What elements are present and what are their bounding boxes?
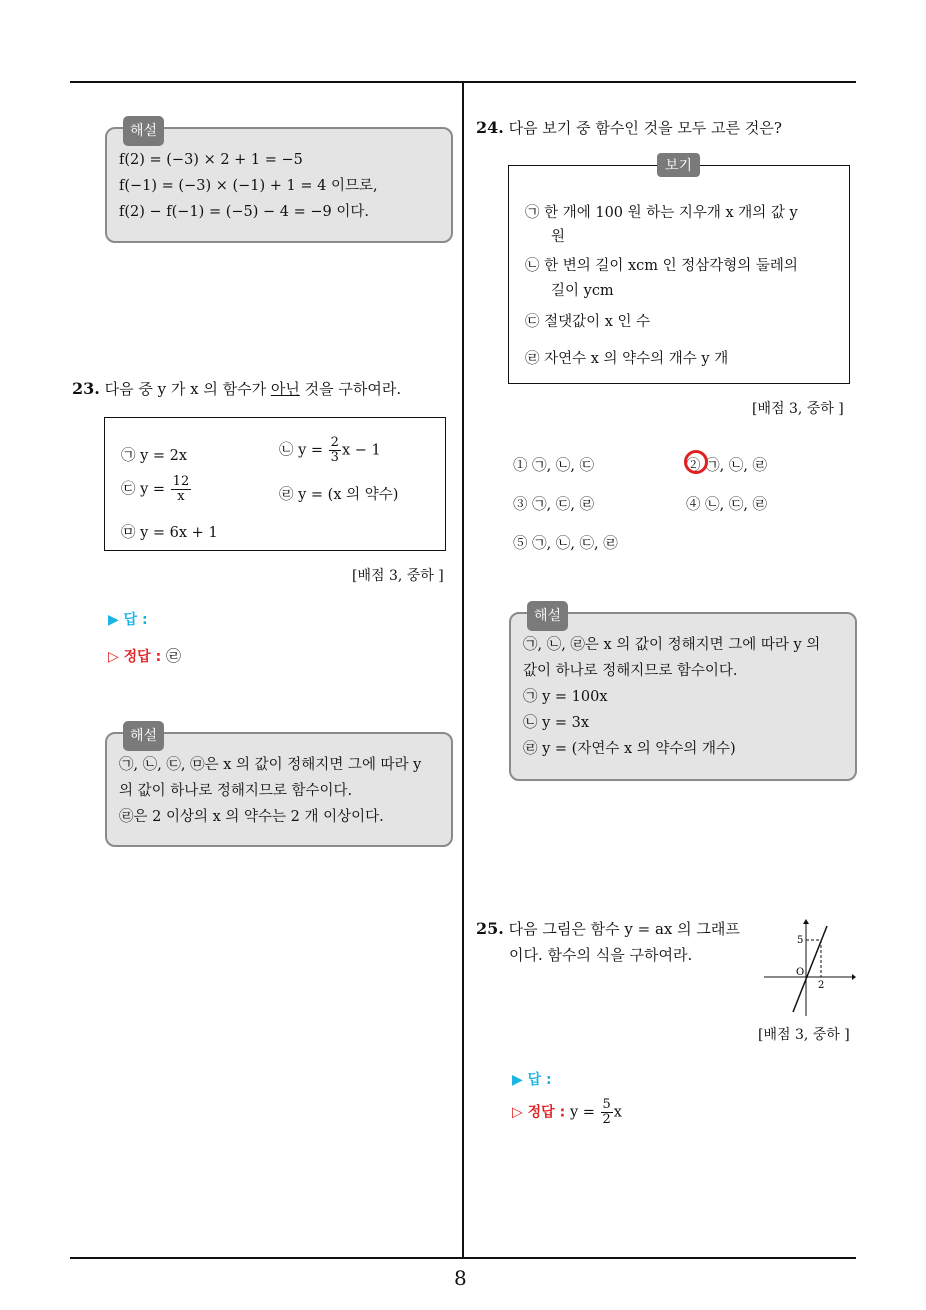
option-c bbox=[121, 475, 192, 504]
correct-value-pre: y = bbox=[569, 1104, 600, 1121]
question-number: 25. bbox=[476, 919, 504, 938]
explanation-tag: 해설 bbox=[527, 601, 568, 631]
question-23 bbox=[72, 378, 401, 399]
option-d: ㉣ y = (x 의 약수) bbox=[279, 487, 399, 503]
choice-4[interactable]: ④ ㉡, ㉢, ㉣ bbox=[686, 497, 768, 513]
explanation-line: ㉣은 2 이상의 x 의 약수는 2 개 이상이다. bbox=[119, 809, 384, 825]
bogi-item: ㉢ 절댓값이 x 인 수 bbox=[525, 314, 651, 330]
question-25-line2: 이다. 함수의 식을 구하여라. bbox=[509, 946, 693, 964]
explanation-tag: 해설 bbox=[123, 116, 164, 146]
choice-2[interactable]: ② ㉠, ㉡, ㉣ bbox=[686, 458, 768, 474]
bogi-box bbox=[508, 158, 850, 384]
linear-graph bbox=[760, 918, 856, 1018]
origin-label: O bbox=[796, 967, 805, 978]
fraction-denominator: x bbox=[177, 489, 185, 504]
explanation-line: f(2) = (−3) × 2 + 1 = −5 bbox=[119, 152, 303, 168]
bogi-item: 길이 ycm bbox=[551, 283, 614, 299]
choice-5[interactable]: ⑤ ㉠, ㉡, ㉢, ㉣ bbox=[513, 536, 618, 552]
explanation-box-22 bbox=[105, 123, 453, 243]
fraction bbox=[329, 436, 341, 465]
explanation-line: 의 값이 하나로 정해지므로 함수이다. bbox=[119, 783, 353, 799]
option-e: ㉤ y = 6x + 1 bbox=[121, 525, 218, 541]
bogi-item: ㉡ 한 변의 길이 xcm 인 정삼각형의 둘레의 bbox=[525, 258, 798, 274]
fraction-denominator: 3 bbox=[330, 450, 339, 465]
question-prompt: 것을 구하여라. bbox=[299, 380, 402, 398]
explanation-line: 값이 하나로 정해지므로 함수이다. bbox=[523, 663, 738, 679]
explanation-box-24 bbox=[509, 608, 857, 781]
options-box-23 bbox=[104, 417, 446, 551]
fraction bbox=[601, 1098, 613, 1127]
explanation-line: ㉠, ㉡, ㉢, ㉤은 x 의 값이 정해지면 그에 따라 y bbox=[119, 757, 422, 773]
option-b-post: x − 1 bbox=[341, 442, 381, 459]
bogi-tag: 보기 bbox=[657, 153, 700, 177]
choice-3[interactable]: ③ ㉠, ㉢, ㉣ bbox=[513, 497, 595, 513]
choice-1[interactable]: ① ㉠, ㉡, ㉢ bbox=[513, 458, 595, 474]
question-prompt: 다음 중 y 가 x 의 함수가 bbox=[104, 380, 271, 398]
fraction-denominator: 2 bbox=[602, 1112, 611, 1127]
fraction bbox=[171, 475, 192, 504]
explanation-line: ㉠, ㉡, ㉣은 x 의 값이 정해지면 그에 따라 y 의 bbox=[523, 637, 821, 653]
y-axis-arrow bbox=[803, 919, 809, 924]
y-tick-label: 5 bbox=[797, 935, 804, 946]
score-25: [배점 3, 중하 ] bbox=[758, 1027, 850, 1043]
explanation-line: f(2) − f(−1) = (−5) − 4 = −9 이다. bbox=[119, 204, 369, 220]
fraction-numerator: 2 bbox=[330, 435, 339, 450]
explanation-tag: 해설 bbox=[123, 721, 164, 751]
question-25 bbox=[476, 918, 740, 939]
option-b bbox=[279, 436, 381, 465]
x-tick-label: 2 bbox=[818, 980, 825, 991]
question-number: 23. bbox=[72, 379, 100, 398]
explanation-line: f(−1) = (−3) × (−1) + 1 = 4 이므로, bbox=[119, 178, 378, 194]
x-axis-arrow bbox=[852, 974, 856, 980]
bogi-item: 원 bbox=[551, 229, 566, 245]
question-prompt: 다음 보기 중 함수인 것을 모두 고른 것은? bbox=[508, 119, 782, 137]
correct-answer-25 bbox=[512, 1098, 622, 1127]
answer-label: ▶ 답 : bbox=[512, 1072, 552, 1088]
explanation-line: ㉣ y = (자연수 x 의 약수의 개수) bbox=[523, 741, 736, 757]
option-a: ㉠ y = 2x bbox=[121, 448, 188, 464]
question-prompt: 다음 그림은 함수 y = ax 의 그래프 bbox=[508, 920, 740, 938]
option-c-pre: ㉢ y = bbox=[121, 481, 170, 498]
question-24 bbox=[476, 117, 782, 138]
column-divider bbox=[462, 83, 464, 1259]
correct-label: ▷ 정답 : bbox=[108, 649, 162, 665]
option-b-pre: ㉡ y = bbox=[279, 442, 328, 459]
fraction-numerator: 5 bbox=[602, 1097, 611, 1112]
page-number: 8 bbox=[454, 1266, 467, 1290]
explanation-line: ㉠ y = 100x bbox=[523, 689, 608, 705]
correct-value-post: x bbox=[613, 1104, 622, 1121]
score-24: [배점 3, 중하 ] bbox=[752, 401, 844, 417]
question-number: 24. bbox=[476, 118, 504, 137]
question-prompt-underlined: 아닌 bbox=[270, 380, 300, 398]
correct-answer-23 bbox=[108, 645, 181, 666]
answer-label: ▶ 답 : bbox=[108, 612, 148, 628]
answer-line-25 bbox=[512, 1069, 552, 1089]
explanation-line: ㉡ y = 3x bbox=[523, 715, 590, 731]
bogi-item: ㉣ 자연수 x 의 약수의 개수 y 개 bbox=[525, 351, 729, 367]
explanation-box-23 bbox=[105, 728, 453, 847]
correct-label: ▷ 정답 : bbox=[512, 1104, 566, 1121]
correct-value: ㉣ bbox=[165, 647, 181, 665]
fraction-numerator: 12 bbox=[172, 474, 190, 489]
bogi-item: ㉠ 한 개에 100 원 하는 지우개 x 개의 값 y bbox=[525, 205, 798, 221]
answer-line-23 bbox=[108, 609, 148, 629]
selected-choice-circle bbox=[684, 450, 708, 474]
score-23: [배점 3, 중하 ] bbox=[352, 568, 444, 584]
